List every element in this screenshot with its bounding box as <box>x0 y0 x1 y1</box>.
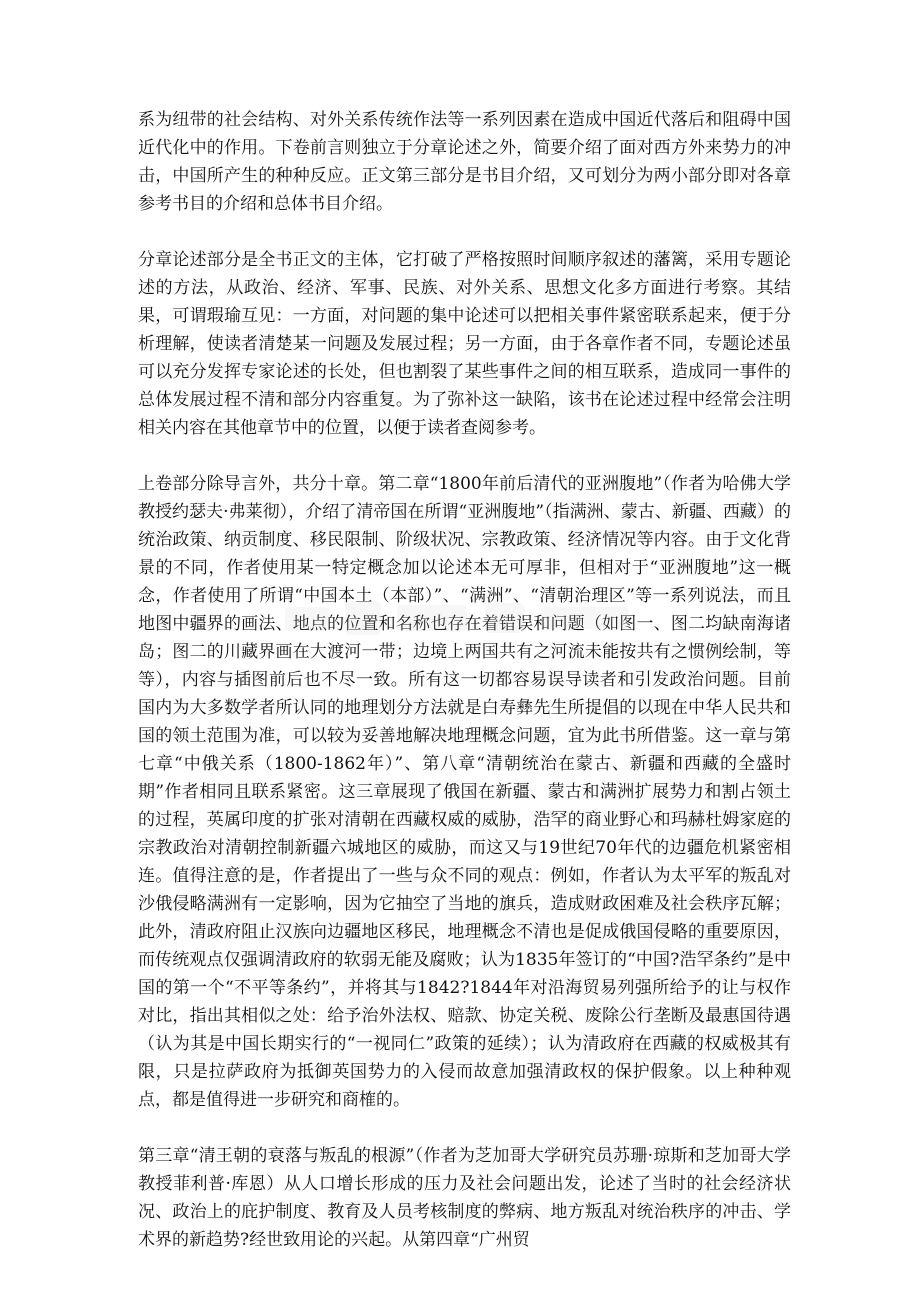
paragraph-chapter-structure: 分章论述部分是全书正文的主体，它打破了严格按照时间顺序叙述的藩篱，采用专题论述的方法，从政治、经济、军事、民族、对外关系、思想文化多方面进行考察。其结果，可谓瑕瑜互见：一方面，对问题的集中论述可以把相关事件紧密联系起来，便于分析理解，使读者清楚某一问题及发展过程；另一方面，由于各章作者不同，专题论述虽可以充分发挥专家论述的长处，但也割裂了某些事件之间的相互联系，造成同一事件的总体发展过程不清和部分内容重复。为了弥补这一缺陷，该书在论述过程中经常会注明相关内容在其他章节中的位置，以便于读者查阅参考。 <box>138 250 791 438</box>
paragraph-intro: 系为纽带的社会结构、对外关系传统作法等一系列因素在造成中国近代落后和阻碍中国近代化中的作用。下卷前言则独立于分章论述之外，简要介绍了面对西方外来势力的冲击，中国所产生的种种反应。正文第三部分是书目介绍，又可划分为两小部分即对各章参考书目的介绍和总体书目介绍。 <box>138 110 791 214</box>
paragraph-volume-one: 上卷部分除导言外，共分十章。第二章“1800年前后清代的亚洲腹地”（作者为哈佛大学教授约瑟夫·弗莱彻），介绍了清帝国在所谓“亚洲腹地”（指满洲、蒙古、新疆、西藏）的统治政策、纳贡制度、移民限制、阶级状况、宗教政策、经济情况等内容。由于文化背景的不同，作者使用某一特定概念加以论述本无可厚非，但相对于“亚洲腹地”这一概念，作者使用了所谓“中国本土（本部）”、“满洲”、“清朝治理区”等一系列说法，而且地图中疆界的画法、地点的位置和名称也存在着错误和问题（如图一、图二均缺南海诸岛；图二的川藏界画在大渡河一带；边境上两国共有之河流未能按共有之惯例绘制，等等），内容与插图前后也不尽一致。所有这一切都容易误导读者和引发政治问题。目前国内为大多数学者所认同的地理划分方法就是白寿彝先生所提倡的以现在中华人民共和国的领土范围为准，可以较为妥善地解决地理概念问题，宜为此书所借鉴。这一章与第七章“中俄关系（1800-1862年）”、第八章“清朝统治在蒙古、新疆和西藏的全盛时期”作者相同且联系紧密。这三章展现了俄国在新疆、蒙古和满洲扩展势力和割占领土的过程，英属印度的扩张对清朝在西藏权威的威胁，浩罕的商业野心和玛赫杜姆家庭的宗教政治对清朝控制新疆六城地区的威胁，而这又与19世纪70年代的边疆危机紧密相连。值得注意的是，作者提出了一些与众不同的观点：例如，作者认为太平军的叛乱对沙俄侵略满洲有一定影响，因为它抽空了当地的旗兵，造成财政困难及社会秩序瓦解；此外，清政府阻止汉族向边疆地区移民，地理概念不清也是促成俄国侵略的重要原因，而传统观点仅强调清政府的软弱无能及腐败；认为1835年签订的“中国?浩罕条约”是中国的第一个“不平等条约”，并将其与1842?1844年对沿海贸易列强所给予的让与权作对比，指出其相似之处：给予治外法权、赔款、协定关税、废除公行垄断及最惠国待遇（认为其是中国长期实行的“一视同仁”政策的延续）；认为清政府在西藏的权威极其有限，只是拉萨政府为抵御英国势力的入侵而故意加强清政权的保护假象。以上种种观点，都是值得进一步研究和商榷的。 <box>138 474 791 1110</box>
document-page <box>138 106 791 1282</box>
paragraph-chapter-three: 第三章“清王朝的衰落与叛乱的根源”（作者为芝加哥大学研究员苏珊·琼斯和芝加哥大学教授菲利普·库恩）从人口增长形成的压力及社会问题出发，论述了当时的社会经济状况、政治上的庇护制度、教育及人员考核制度的弊病、地方叛乱对统治秩序的冲击、学术界的新趋势?经世致用论的兴起。从第四章“广州贸 <box>138 1146 791 1250</box>
